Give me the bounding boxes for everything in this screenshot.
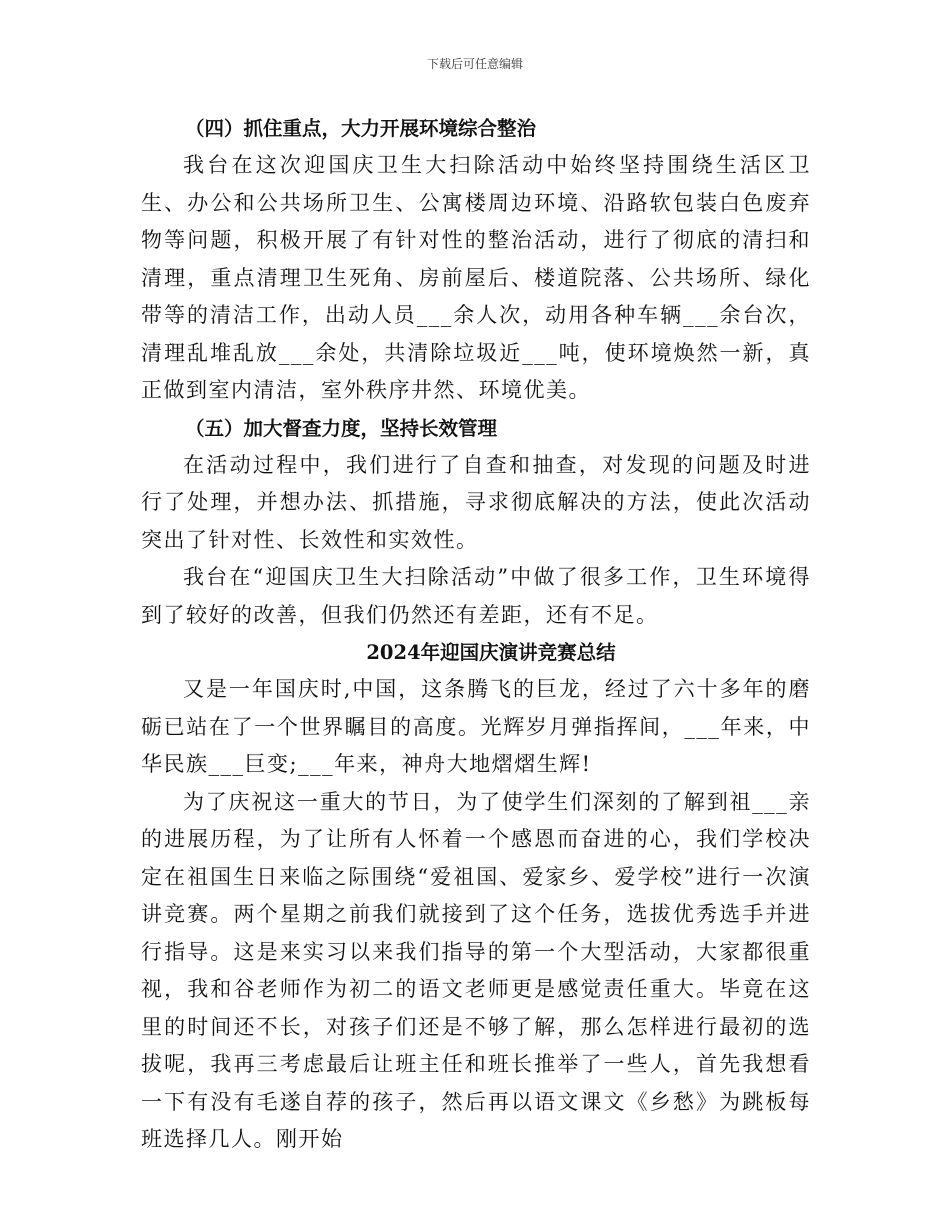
paragraph: 为了庆祝这一重大的节日，为了使学生们深刻的了解到祖___亲的进展历程，为了让所有人怀着一个感恩而奋进的心，我们学校决定在祖国生日来临之际围绕“爱祖国、爱家乡、爱学校”进行一次演讲竞赛。两个星期之前我们就接到了这个任务，选拔优秀选手并进行指导。这是来实习以来我们指导的第一个大型活动，大家都很重视，我和谷老师作为初二的语文老师更是感觉责任重大。毕竟在这里的时间还不长，对孩子们还是不够了解，那么怎样进行最初的选拔呢，我再三考虑最后让班主任和班长推举了一些人，首先我想看一下有没有毛遂自荐的孩子，然后再以语文课文《乡愁》为跳板每班选择几人。刚开始 — [141, 789, 811, 1151]
paragraph: 我台在“迎国庆卫生大扫除活动”中做了很多工作，卫生环境得到了较好的改善，但我们仍然还有差距，还有不足。 — [141, 565, 811, 627]
page-header: 下载后可任意编辑 — [426, 57, 523, 71]
paragraph: 在活动过程中，我们进行了自查和抽查，对发现的问题及时进行了处理，并想办法、抓措施，寻求彻底解决的方法，使此次活动突出了针对性、长效性和实效性。 — [141, 452, 811, 552]
document-title: 2024年迎国庆演讲竞赛总结 — [366, 641, 616, 664]
section-heading-4: （四）抓住重点，大力开展环境综合整治 — [185, 117, 537, 140]
paragraph: 我台在这次迎国庆卫生大扫除活动中始终坚持围绕生活区卫生、办公和公共场所卫生、公寓楼周边环境、沿路软包装白色废弃物等问题，积极开展了有针对性的整治活动，进行了彻底的清扫和清理，重点清理卫生死角、房前屋后、楼道院落、公共场所、绿化带等的清洁工作，出动人员___余人次，动用各种车辆___余台次，清理乱堆乱放___余处，共清除垃圾近___吨，使环境焕然一新，真正做到室内清洁，室外秩序井然、环境优美。 — [141, 153, 811, 402]
paragraph: 又是一年国庆时,中国，这条腾飞的巨龙，经过了六十多年的磨砺已站在了一个世界瞩目的高度。光辉岁月弹指挥间，___年来，中华民族___巨变;___年来，神舟大地熠熠生辉! — [141, 677, 811, 776]
document-body — [141, 110, 811, 1159]
section-heading-5: （五）加大督查力度，坚持长效管理 — [185, 416, 498, 440]
